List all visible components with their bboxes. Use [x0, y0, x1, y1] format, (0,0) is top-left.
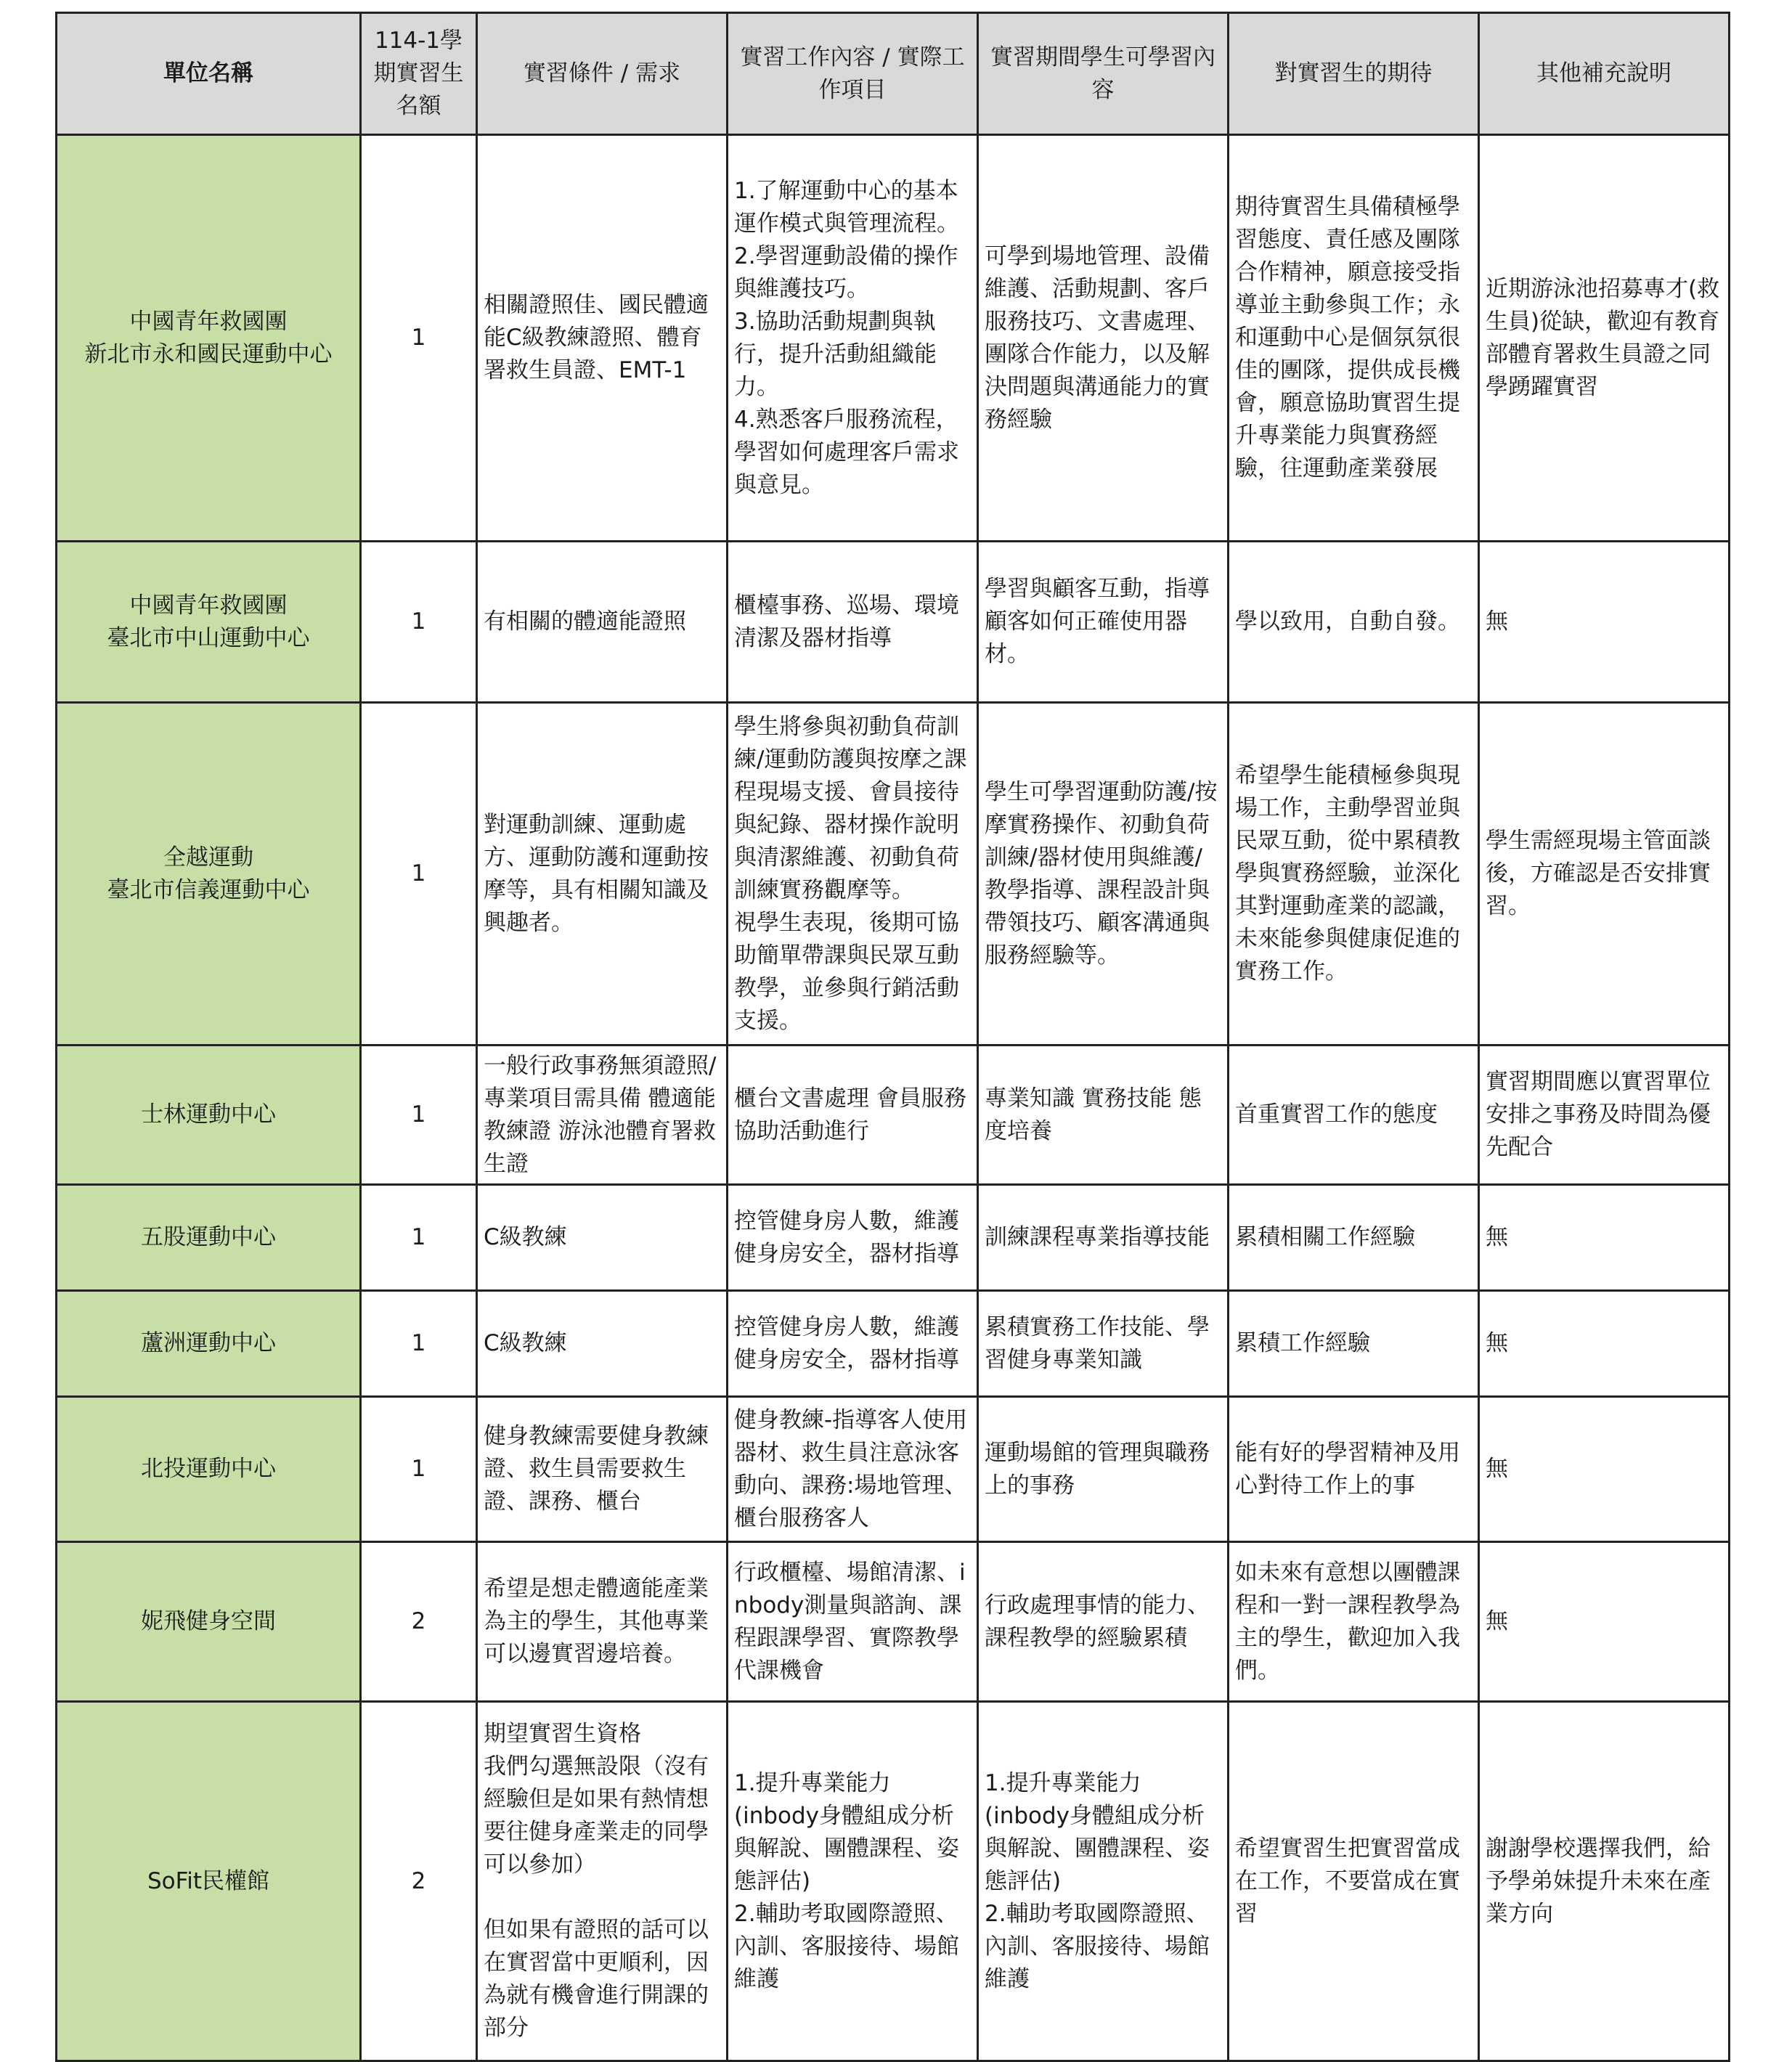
table-row: [57, 135, 1730, 542]
cell-expect: 累積工作經驗: [1229, 1291, 1479, 1397]
cell-quota: 1: [361, 703, 477, 1046]
header-other: 其他補充說明: [1479, 13, 1730, 135]
cell-work: 健身教練-指導客人使用器材、救生員注意泳客動向、課務:場地管理、櫃台服務客人: [728, 1397, 978, 1542]
cell-unit: 全越運動 臺北市信義運動中心: [57, 703, 361, 1046]
cell-learn: 可學到場地管理、設備維護、活動規劃、客戶服務技巧、文書處理、團隊合作能力，以及解決問題與溝通能力的實務經驗: [978, 135, 1229, 542]
cell-learn: 學生可學習運動防護/按摩實務操作、初動負荷訓練/器材使用與維護/教學指導、課程設計與帶領技巧、顧客溝通與服務經驗等。: [978, 703, 1229, 1046]
cell-learn: 訓練課程專業指導技能: [978, 1185, 1229, 1291]
cell-expect: 能有好的學習精神及用心對待工作上的事: [1229, 1397, 1479, 1542]
cell-requirements: C級教練: [477, 1291, 728, 1397]
header-learn: 實習期間學生可學習內容: [978, 13, 1229, 135]
cell-expect: 如未來有意想以團體課程和一對一課程教學為主的學生，歡迎加入我們。: [1229, 1542, 1479, 1702]
cell-other: 無: [1479, 1185, 1730, 1291]
cell-quota: 1: [361, 1397, 477, 1542]
cell-expect: 希望實習生把實習當成在工作，不要當成在實習: [1229, 1702, 1479, 2061]
cell-other: 謝謝學校選擇我們，給予學弟妹提升未來在產業方向: [1479, 1702, 1730, 2061]
cell-other: 學生需經現場主管面談後，方確認是否安排實習。: [1479, 703, 1730, 1046]
cell-unit: 蘆洲運動中心: [57, 1291, 361, 1397]
cell-expect: 希望學生能積極參與現場工作，主動學習並與民眾互動，從中累積教學與實務經驗，並深化其對運動產業的認識，未來能參與健康促進的實務工作。: [1229, 703, 1479, 1046]
cell-other: 無: [1479, 1291, 1730, 1397]
cell-learn: 學習與顧客互動，指導顧客如何正確使用器材。: [978, 542, 1229, 703]
cell-other: 無: [1479, 542, 1730, 703]
cell-work: 控管健身房人數，維護健身房安全，器材指導: [728, 1185, 978, 1291]
cell-unit: 北投運動中心: [57, 1397, 361, 1542]
cell-quota: 2: [361, 1702, 477, 2061]
cell-requirements: 希望是想走體適能產業為主的學生，其他專業可以邊實習邊培養。: [477, 1542, 728, 1702]
cell-unit: 中國青年救國團 臺北市中山運動中心: [57, 542, 361, 703]
cell-unit: SoFit民權館: [57, 1702, 361, 2061]
cell-learn: 專業知識 實務技能 態度培養: [978, 1046, 1229, 1185]
cell-work: 1.了解運動中心的基本運作模式與管理流程。 2.學習運動設備的操作與維護技巧。 3.協助活動規劃與執行，提升活動組織能力。 4.熟悉客戶服務流程，學習如何處理客戶需求與意見。: [728, 135, 978, 542]
cell-other: 無: [1479, 1397, 1730, 1542]
cell-unit: 妮飛健身空間: [57, 1542, 361, 1702]
cell-learn: 行政處理事情的能力、課程教學的經驗累積: [978, 1542, 1229, 1702]
header-requirements: 實習條件 / 需求: [477, 13, 728, 135]
cell-quota: 1: [361, 1185, 477, 1291]
cell-requirements: 期望實習生資格 我們勾選無設限（沒有經驗但是如果有熱情想要往健身產業走的同學可以參加） 但如果有證照的話可以在實習當中更順利，因為就有機會進行開課的部分: [477, 1702, 728, 2061]
cell-other: 實習期間應以實習單位安排之事務及時間為優先配合: [1479, 1046, 1730, 1185]
cell-other: 近期游泳池招募專才(救生員)從缺，歡迎有教育部體育署救生員證之同學踴躍實習: [1479, 135, 1730, 542]
cell-quota: 1: [361, 135, 477, 542]
cell-work: 控管健身房人數，維護健身房安全，器材指導: [728, 1291, 978, 1397]
cell-requirements: 一般行政事務無須證照/專業項目需具備 體適能教練證 游泳池體育署救生證: [477, 1046, 728, 1185]
table-row: [57, 1291, 1730, 1397]
header-row: [57, 13, 1730, 135]
cell-work: 櫃台文書處理 會員服務 協助活動進行: [728, 1046, 978, 1185]
cell-quota: 1: [361, 1046, 477, 1185]
header-expect: 對實習生的期待: [1229, 13, 1479, 135]
cell-requirements: C級教練: [477, 1185, 728, 1291]
cell-learn: 運動場館的管理與職務上的事務: [978, 1397, 1229, 1542]
cell-expect: 期待實習生具備積極學習態度、責任感及團隊合作精神，願意接受指導並主動參與工作；永和運動中心是個氛氛很佳的團隊，提供成長機會，願意協助實習生提升專業能力與實務經驗，往運動產業發展: [1229, 135, 1479, 542]
cell-work: 1.提升專業能力 (inbody身體組成分析與解說、團體課程、姿態評估) 2.輔助考取國際證照、內訓、客服接待、場館維護: [728, 1702, 978, 2061]
internship-table: [55, 12, 1730, 2062]
cell-work: 學生將參與初動負荷訓練/運動防護與按摩之課程現場支援、會員接待與紀錄、器材操作說明與清潔維護、初動負荷訓練實務觀摩等。 視學生表現，後期可協助簡單帶課與民眾互動教學，並參與行銷活動支援。: [728, 703, 978, 1046]
table-row: [57, 542, 1730, 703]
cell-requirements: 有相關的體適能證照: [477, 542, 728, 703]
cell-expect: 學以致用，自動自發。: [1229, 542, 1479, 703]
cell-requirements: 對運動訓練、運動處方、運動防護和運動按摩等，具有相關知識及興趣者。: [477, 703, 728, 1046]
cell-expect: 首重實習工作的態度: [1229, 1046, 1479, 1185]
table-row: [57, 1046, 1730, 1185]
cell-learn: 累積實務工作技能、學習健身專業知識: [978, 1291, 1229, 1397]
table-row: [57, 1542, 1730, 1702]
cell-quota: 2: [361, 1542, 477, 1702]
header-work: 實習工作內容 / 實際工作項目: [728, 13, 978, 135]
cell-learn: 1.提升專業能力 (inbody身體組成分析與解說、團體課程、姿態評估) 2.輔助考取國際證照、內訓、客服接待、場館維護: [978, 1702, 1229, 2061]
cell-expect: 累積相關工作經驗: [1229, 1185, 1479, 1291]
header-quota: 114-1學期實習生名額: [361, 13, 477, 135]
cell-unit: 五股運動中心: [57, 1185, 361, 1291]
cell-quota: 1: [361, 1291, 477, 1397]
cell-unit: 中國青年救國團 新北市永和國民運動中心: [57, 135, 361, 542]
table-row: [57, 1397, 1730, 1542]
cell-work: 行政櫃檯、場館清潔、inbody測量與諮詢、課程跟課學習、實際教學代課機會: [728, 1542, 978, 1702]
table-row: [57, 1702, 1730, 2061]
cell-unit: 士林運動中心: [57, 1046, 361, 1185]
cell-other: 無: [1479, 1542, 1730, 1702]
table-row: [57, 703, 1730, 1046]
cell-work: 櫃檯事務、巡場、環境清潔及器材指導: [728, 542, 978, 703]
table-row: [57, 1185, 1730, 1291]
cell-requirements: 相關證照佳、國民體適能C級教練證照、體育署救生員證、EMT-1: [477, 135, 728, 542]
header-unit: 單位名稱: [57, 13, 361, 135]
cell-quota: 1: [361, 542, 477, 703]
cell-requirements: 健身教練需要健身教練證、救生員需要救生證、課務、櫃台: [477, 1397, 728, 1542]
